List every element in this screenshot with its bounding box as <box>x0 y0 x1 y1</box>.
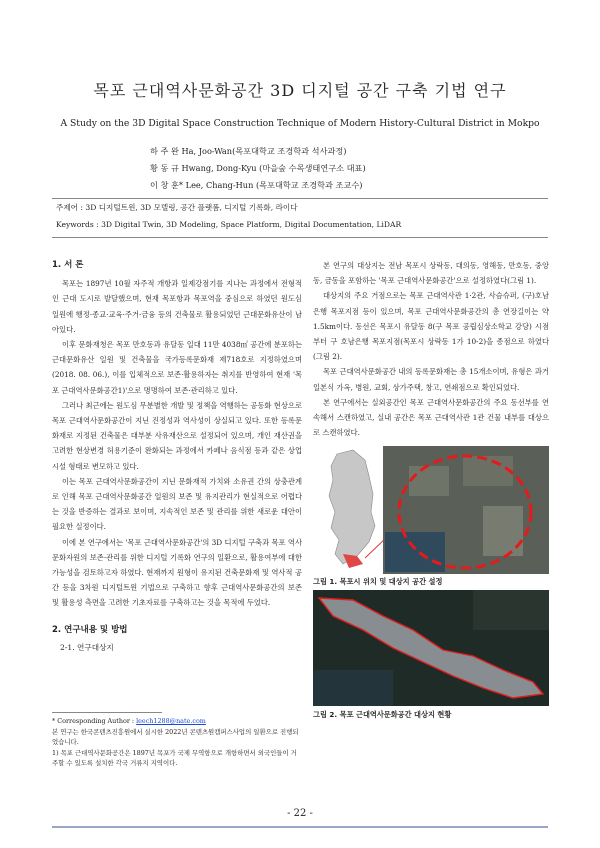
author-1: 하 주 완 Ha, Joo-Wan(목포대학교 조경학과 석사과정) <box>150 146 347 156</box>
corresponding-author <box>52 716 302 727</box>
author-2: 황 동 규 Hwang, Dong-Kyu (마을숲 수목생태연구소 대표) <box>150 163 366 173</box>
page-footer-rule <box>52 826 548 828</box>
intro-paragraph-2: 이후 문화재청은 목포 만호동과 유달동 일대 11만 4038㎡ 공간에 분포하는 근대문화유산 일원 및 건축물을 국가등록문화재 제718호로 지정하였으며(2018. 08. 06.), 이를 입체적으로 보존·활용하자는 취지를 반영하여 현재 '목포 근대역사문화공간1)'으로 명명하여 보존·관리하고 있다. <box>52 340 302 395</box>
figure-2-aerial-map <box>313 590 549 706</box>
corresponding-author-email-link[interactable]: leech1288@nate.com <box>136 717 206 725</box>
page-number: - 22 - <box>287 808 313 819</box>
section-heading-methods: 2. 연구내용 및 방법 <box>52 624 128 635</box>
site-paragraph-3: 목포 근대역사문화공간 내의 등록문화재는 총 15개소이며, 유형은 과거 일본식 가옥, 병원, 교회, 상가주택, 창고, 연쇄점으로 확인되었다. <box>313 367 549 392</box>
figure-1-map <box>313 446 549 574</box>
site-paragraph-2: 대상지의 주요 거점으로는 목포 근대역사관 1·2관, 사슴슈퍼, (구)호남은행 목포지점 등이 있으며, 목포 근대역사문화공간의 총 연장길이는 약 1.5km이다. 동선은 목포시 유달동 8(구 목포 공립심상소학교 강당) 시점부터 구 호남은행 목포지점(목포시 상락동 1가 10-2)을 종점으로 하였다(그림 2). <box>313 291 549 362</box>
site-paragraph-4: 본 연구에서는 실외공간인 목포 근대역사문화공간의 주요 동선부를 연속해서 스캔하였고, 실내 공간은 목포 근대역사관 1관 건물 내부를 대상으로 스캔하였다. <box>313 397 549 438</box>
site-paragraph-1: 본 연구의 대상지는 전남 목포시 상락동, 대의동, 영해동, 만호동, 중앙동, 금동을 포함하는 '목포 근대역사문화공간'으로 설정하였다(그림 1). <box>313 261 549 286</box>
figure-2-caption: 그림 2. 목포 근대역사문화공간 대상지 현황 <box>313 710 452 719</box>
right-column <box>313 258 549 440</box>
footnotes <box>52 716 302 769</box>
intro-paragraph-4: 이는 목포 근대역사문화공간이 지닌 문화재적 가치와 소유권 간의 상충관계로 인해 목포 근대역사문화공간 일원의 보존 및 유지관리가 현실적으로 어렵다는 것을 반증하는 결과로 보이며, 지속적인 보존 및 관리를 위한 새로운 대안이 필요한 실정이다. <box>52 476 302 532</box>
subsection-heading-site: 2-1. 연구대상지 <box>60 642 114 652</box>
paper-title-english: A Study on the 3D Digital Space Construction Technique of Modern History-Cultural District in Mokpo <box>60 118 540 129</box>
keywords-korean: 주제어 : 3D 디지털트윈, 3D 모델링, 공간 플랫폼, 디지털 기록화, 라이다 <box>56 203 298 212</box>
corresponding-author-label: * Corresponding Author : <box>52 717 137 725</box>
author-3: 이 창 훈* Lee, Chang-Hun (목포대학교 조경학과 조교수) <box>150 180 363 190</box>
figure-1-graphic <box>313 446 549 574</box>
left-column <box>52 258 302 655</box>
section-heading-intro: 1. 서 론 <box>52 260 84 270</box>
funding-note: 본 연구는 한국콘텐츠진흥원에서 실시한 2022년 콘텐츠원캠퍼스사업의 일환으로 진행되었습니다. <box>52 727 299 746</box>
footnote-1: 1) 목포 근대역사문화공간은 1897년 목포가 국제 무역항으로 개항하면서 외국인들이 거주할 수 있도록 설치한 각국 거류지 지역이다. <box>52 748 297 767</box>
figure-2-graphic <box>313 590 549 706</box>
figure-1-caption: 그림 1. 목포시 위치 및 대상지 공간 설정 <box>313 577 443 586</box>
intro-paragraph-1: 목포는 1897년 10월 자주적 개항과 일제강점기를 지나는 과정에서 전형적인 근대 도시로 발달했으며, 현재 목포항과 목포역을 중심으로 하였던 원도심 일원에 행정·종교·교육·주거·금융 등의 건축물로 활용되었던 근대문화유산이 남아있다. <box>52 279 302 334</box>
keywords-english: Keywords : 3D Digital Twin, 3D Modeling, Space Platform, Digital Documentation, LiDAR <box>56 220 402 229</box>
keyword-box <box>52 198 548 238</box>
intro-paragraph-5: 이에 본 연구에서는 '목포 근대역사문화공간'의 3D 디지털 구축과 목포 역사문화자원의 보존·관리를 위한 디지털 기록화 연구의 일환으로, 활용여부에 대한 가능성을 검토하고자 하였다. 현재까지 원형이 유지된 건축문화재 및 역사적 공간 등을 3차원 디지털트윈 기법으로 구축하고 향후 근대역사문화공간의 보존 및 활용성 측면을 고려한 기초자료를 구축하고는 것을 목적에 두었다. <box>52 537 302 608</box>
paper-title-korean: 목포 근대역사문화공간 3D 디지털 공간 구축 기법 연구 <box>93 81 507 100</box>
intro-paragraph-3: 그러나 최근에는 원도심 무분별한 개발 및 정책을 역행하는 공동화 현상으로 목포 근대역사문화공간이 지닌 진정성과 역사성이 상실되고 있다. 또한 등록문화재로 지정된 건축물은 대부분 사유재산으로 설정되어 있으며, 개인 재산권을 고려한 현상변경 허용기준이 완화되는 과정에서 카페나 음식점 등과 같은 상업시설 형태로 변모하고 있다. <box>52 400 302 471</box>
author-list <box>150 143 550 194</box>
footnote-divider <box>52 712 162 713</box>
